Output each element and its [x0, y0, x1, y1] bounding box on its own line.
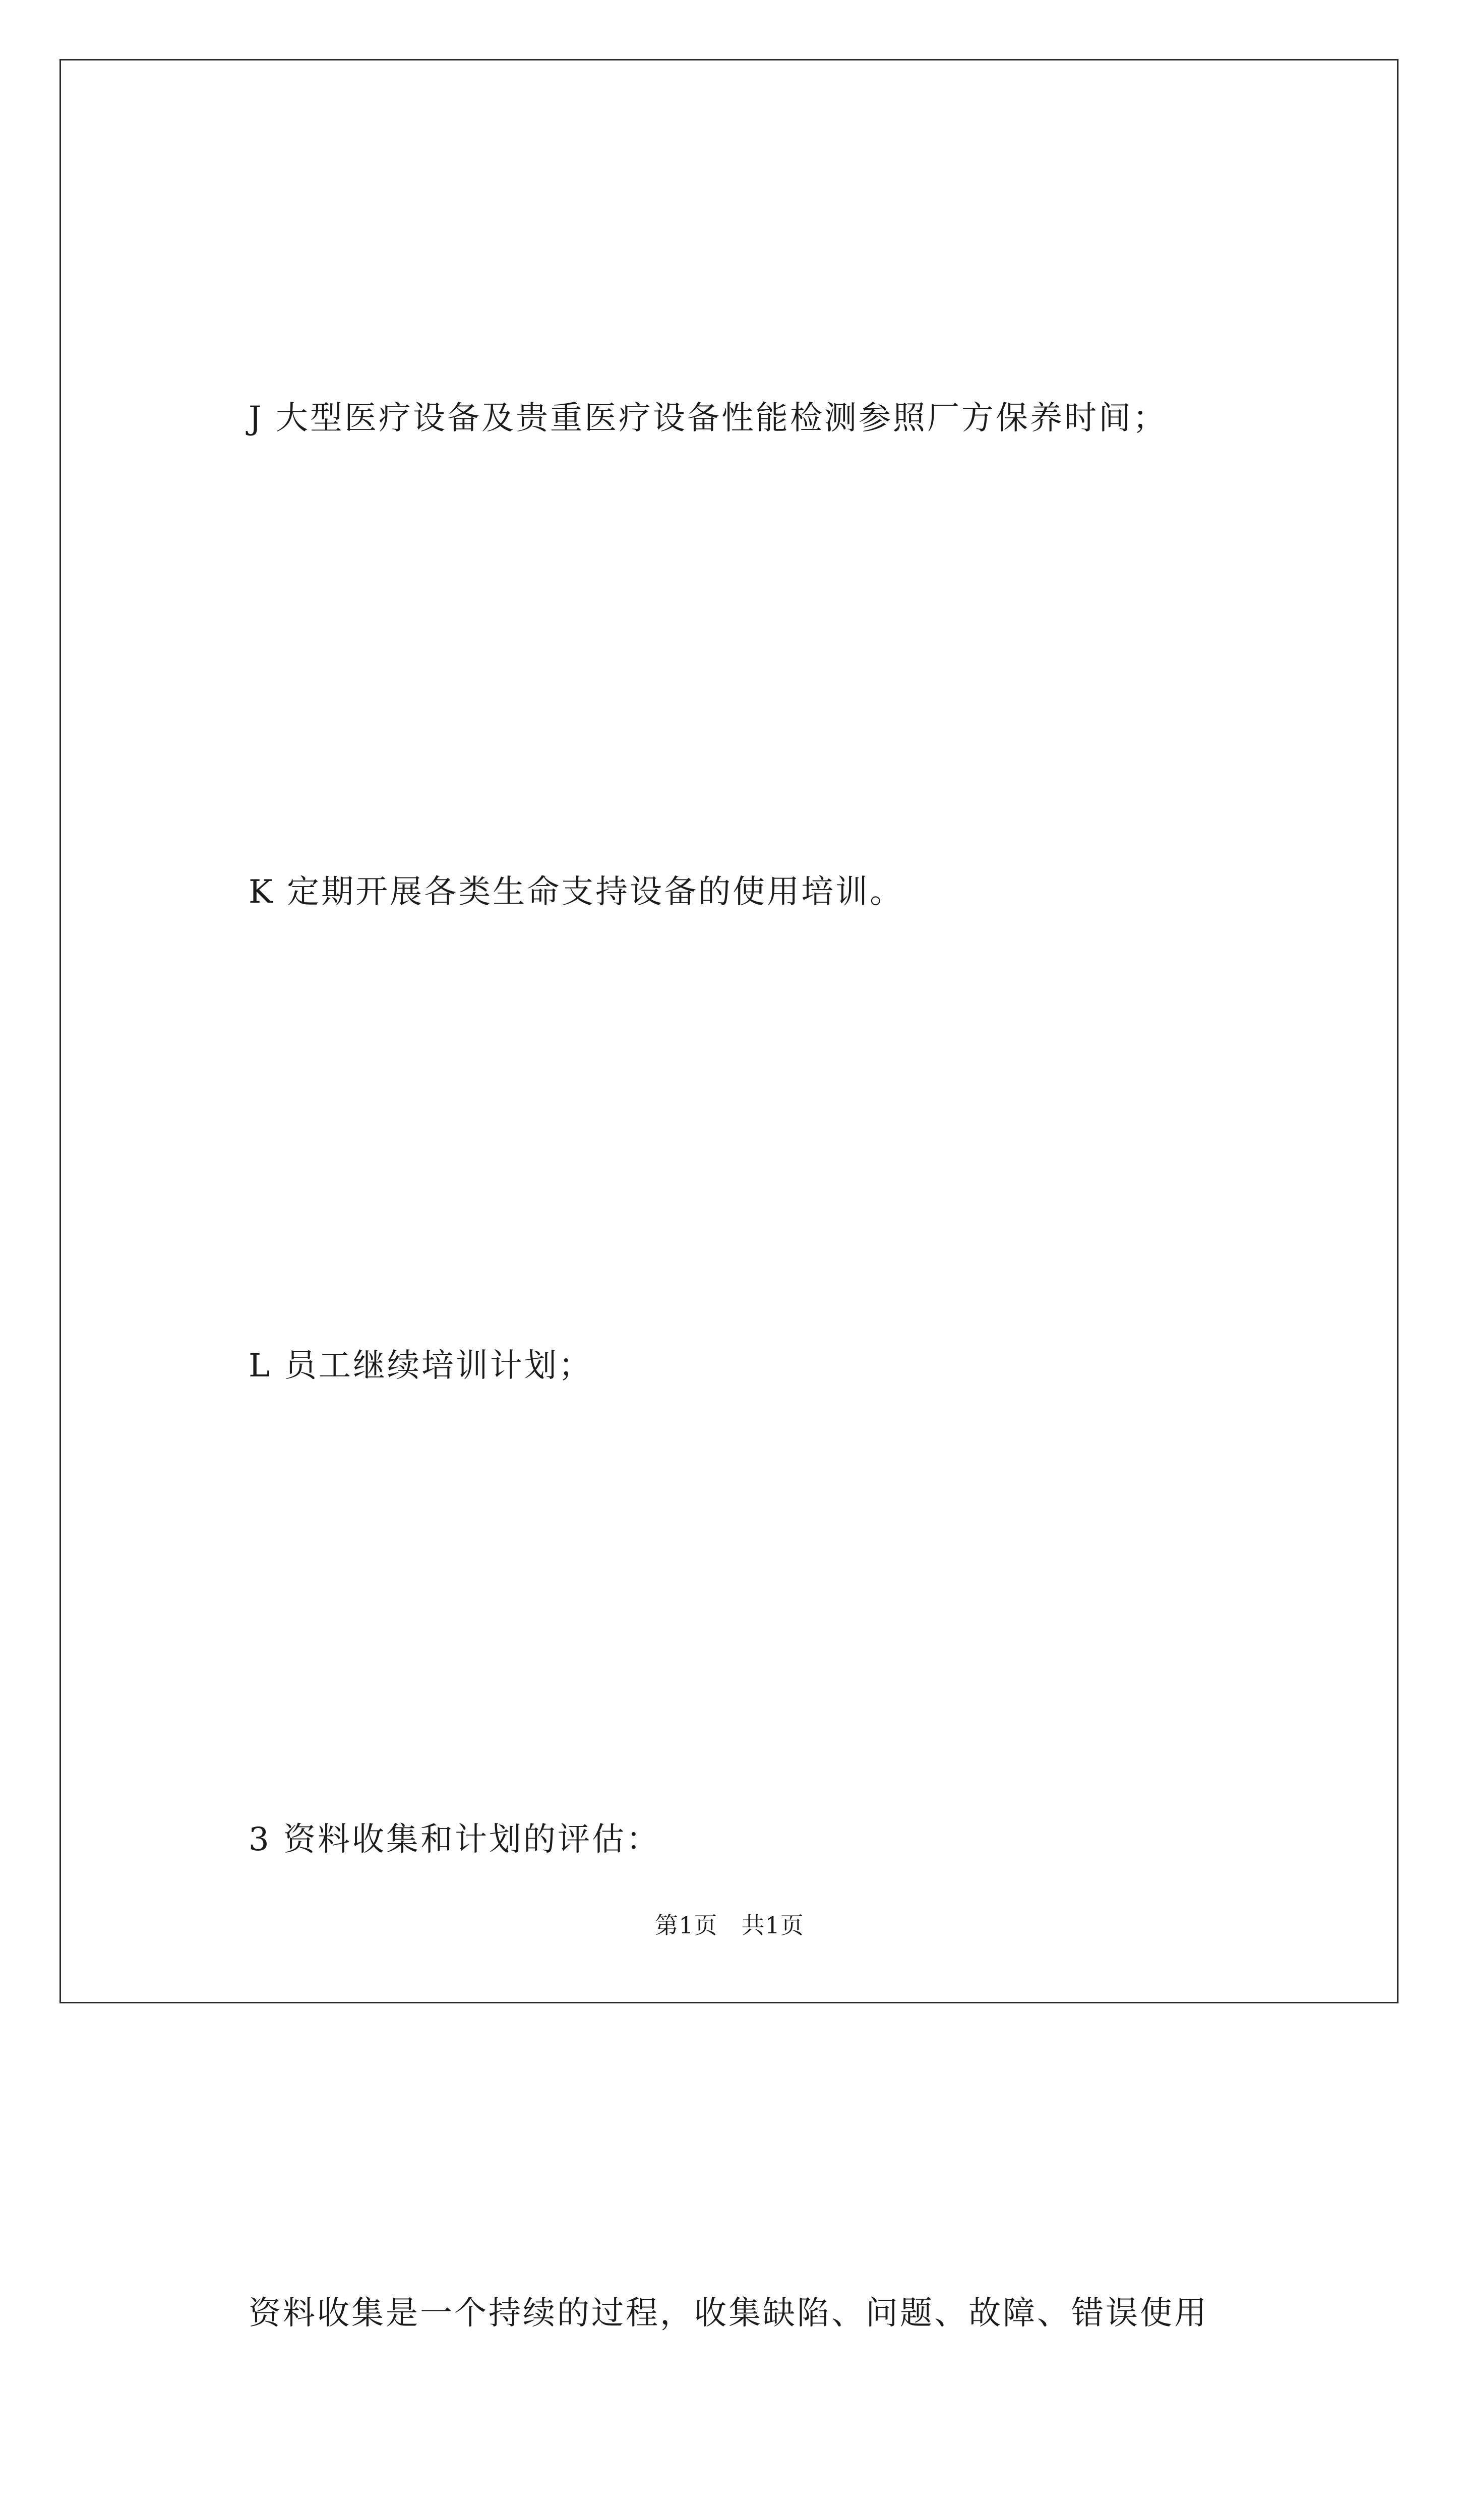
paragraph-l	[179, 1129, 1339, 1603]
text-line: J 大型医疗设备及贵重医疗设备性能检测参照厂方保养时间；	[249, 400, 1167, 437]
page-footer	[0, 1910, 1459, 1940]
document-body	[179, 181, 1339, 2520]
page-number: 第1页 共1页	[655, 1912, 804, 1939]
paragraph-k	[179, 655, 1339, 1129]
paragraph-data-collection	[179, 2076, 1339, 2520]
text-line: K 定期开展各类生命支持设备的使用培训。	[249, 873, 904, 911]
paragraph-j	[179, 181, 1339, 655]
text-line: 资料收集是一个持续的过程，收集缺陷、问题、故障、错误使用	[249, 2295, 1208, 2332]
text-line: L 员工继续培训计划；	[249, 1347, 593, 1384]
text-line: 3 资料收集和计划的评估：	[249, 1821, 661, 1858]
section-heading-3	[179, 1603, 1339, 2076]
